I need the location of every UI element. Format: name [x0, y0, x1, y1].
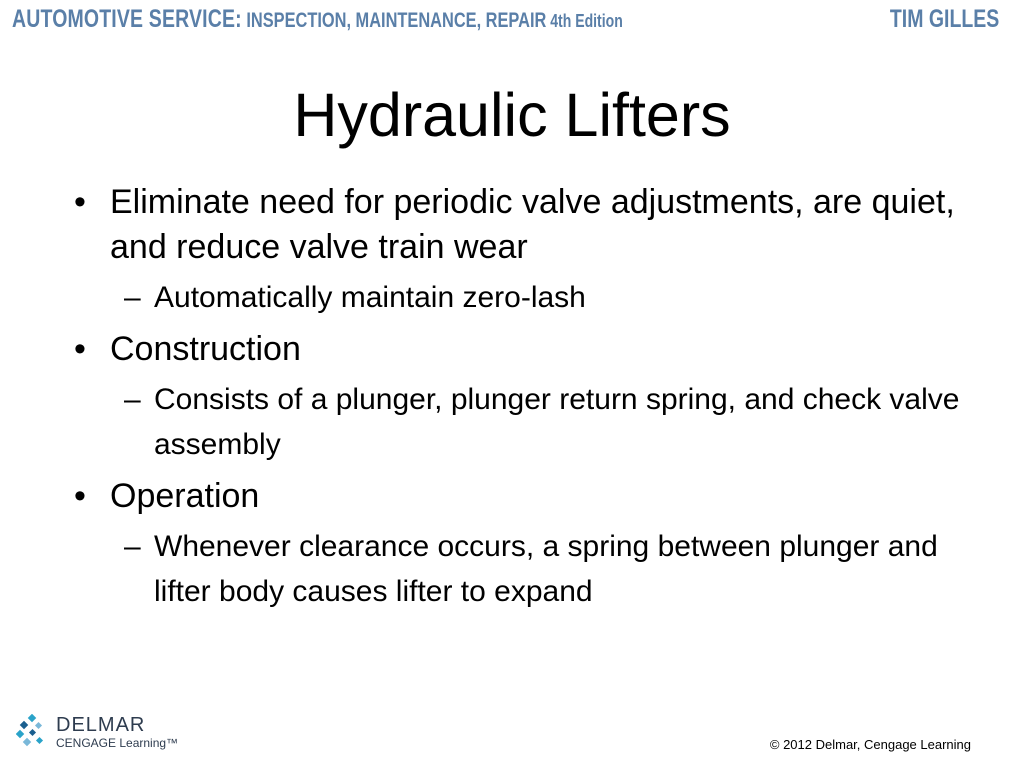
- delmar-logo-icon: [16, 714, 50, 750]
- logo-wordmark: DELMAR: [56, 714, 146, 736]
- sub-bullet-text: Whenever clearance occurs, a spring between plunger and lifter body causes lifter to expand: [154, 530, 938, 608]
- dash-marker: –: [124, 281, 141, 314]
- book-edition: 4th Edition: [546, 11, 623, 31]
- sub-bullet-item: [74, 275, 964, 320]
- bullet-item: [74, 474, 964, 519]
- delmar-cengage-logo: [16, 714, 196, 754]
- book-title: [12, 6, 623, 36]
- logo-subwordmark: CENGAGE Learning™: [56, 736, 179, 750]
- book-title-subtitle: INSPECTION, MAINTENANCE, REPAIR: [241, 9, 547, 32]
- bullet-marker: •: [74, 183, 86, 221]
- bullet-item: [74, 180, 964, 270]
- sub-bullet-text: Automatically maintain zero-lash: [154, 281, 586, 314]
- dash-marker: –: [124, 530, 141, 563]
- bullet-item: [74, 327, 964, 372]
- bullet-text: Construction: [110, 330, 301, 368]
- sub-bullet-item: [74, 377, 964, 467]
- bullet-marker: •: [74, 477, 86, 515]
- copyright-notice: © 2012 Delmar, Cengage Learning: [769, 737, 971, 752]
- dash-marker: –: [124, 383, 141, 416]
- sub-bullet-text: Consists of a plunger, plunger return spring, and check valve assembly: [154, 383, 960, 461]
- bullet-text: Operation: [110, 477, 260, 515]
- book-title-main: AUTOMOTIVE SERVICE:: [12, 5, 242, 33]
- slide-title: Hydraulic Lifters: [293, 81, 731, 149]
- book-author: TIM GILLES: [889, 5, 999, 33]
- slide-body: [74, 180, 964, 621]
- bullet-text: Eliminate need for periodic valve adjustments, are quiet, and reduce valve train wear: [110, 183, 955, 266]
- bullet-marker: •: [74, 330, 86, 368]
- sub-bullet-item: [74, 524, 964, 614]
- header-banner: [0, 0, 1024, 38]
